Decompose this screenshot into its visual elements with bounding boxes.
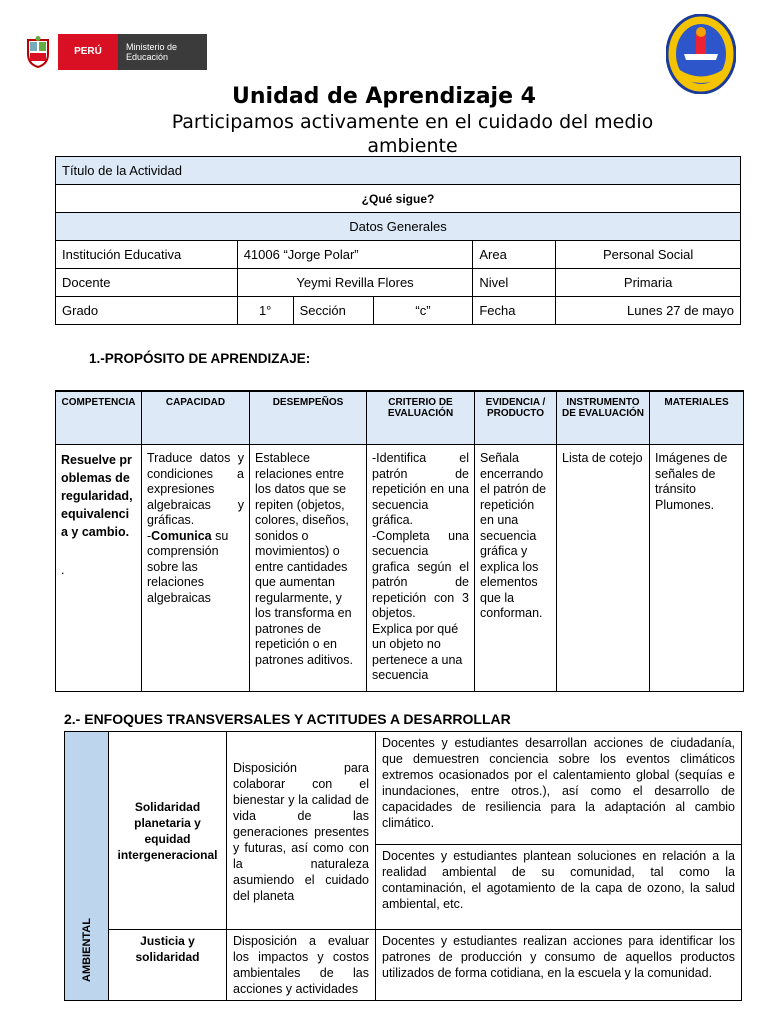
ministry-label: Ministerio de Educación <box>118 34 207 70</box>
value-action: Docentes y estudiantes realizan acciones para identificar los patrones de producción y consumo de aquellos productos utilizados de forma cotidiana, en la escuela y la comunidad. <box>376 930 742 1001</box>
institution-value: 41006 “Jorge Polar” <box>237 241 473 269</box>
column-header: EVIDENCIA / PRODUCTO <box>475 391 557 445</box>
desempenos-cell: Establece relaciones entre los datos que se repiten (objetos, colores, diseños, sonidos o movimientos) o entre cantidades que aumentan regularmente, y los transforma en patrones de repetición o en patrones aditivos. <box>250 445 367 692</box>
peru-label: PERÚ <box>58 34 118 70</box>
column-header: MATERIALES <box>650 391 744 445</box>
value-action: Docentes y estudiantes plantean soluciones en relación a la realidad ambiental de su comunidad, tal como la contaminación, el agotamiento de la capa de ozono, la salud ambiental, etc. <box>376 845 742 930</box>
institution-label: Institución Educativa <box>56 241 238 269</box>
page-title: Unidad de Aprendizaje 4 <box>232 84 536 109</box>
criterio-2: -Completa una secuencia grafica según el patrón de repetición con 3 objetos. <box>372 528 469 620</box>
date-value: Lunes 27 de mayo <box>556 297 741 325</box>
teacher-value: Yeymi Revilla Flores <box>237 269 473 297</box>
approaches-heading: 2.- ENFOQUES TRANSVERSALES Y ACTITUDES A DESARROLLAR <box>64 711 511 727</box>
criterio-1: -Identifica el patrón de repetición en una secuencia gráfica. <box>372 451 469 527</box>
capacidad-rest: su comprensión sobre las relaciones algebraicas <box>147 528 229 605</box>
section-value: “c” <box>373 297 473 325</box>
capacidad-1: Traduce datos y condiciones a expresiones algebraicas y gráficas. <box>147 451 244 527</box>
column-header: DESEMPEÑOS <box>250 391 367 445</box>
school-crest-icon <box>666 14 736 94</box>
value-action: Docentes y estudiantes desarrollan acciones de ciudadanía, que demuestren conciencia sobre los eventos climáticos extremos ocasionados por el calentamiento global (sequías e inundaciones, entre otros.), así como el desarrollo de capacidades de resiliencia para la adaptación al cambio climático. <box>376 732 742 845</box>
peru-shield-icon <box>25 36 51 68</box>
criterio-3: Explica por qué un objeto no pertenece a una secuencia <box>372 621 463 682</box>
column-header: CAPACIDAD <box>142 391 250 445</box>
grade-label: Grado <box>56 297 238 325</box>
grade-value: 1° <box>237 297 293 325</box>
evidencia-cell: Señala encerrando el patrón de repetición en una secuencia gráfica y explica los elementos que la conforman. <box>475 445 557 692</box>
competencia-text: Resuelve problemas de regularidad, equivalencia y cambio. <box>61 453 133 539</box>
area-label: Area <box>473 241 556 269</box>
purpose-heading: 1.-PROPÓSITO DE APRENDIZAJE: <box>89 351 311 366</box>
purpose-table <box>55 390 744 692</box>
page-subtitle: Participamos activamente en el cuidado del medio ambiente <box>171 111 654 157</box>
general-data-heading: Datos Generales <box>56 213 741 241</box>
ministry-logo <box>25 34 207 70</box>
level-label: Nivel <box>473 269 556 297</box>
criterio-cell <box>367 445 475 692</box>
capacidad-dash: - <box>147 528 152 543</box>
level-value: Primaria <box>556 269 741 297</box>
capacidad-2 <box>147 529 244 607</box>
capacidad-bold: Comunica <box>151 528 212 543</box>
teacher-label: Docente <box>56 269 238 297</box>
value-name: Solidaridad planetaria y equidad intergeneracional <box>109 732 227 930</box>
materiales-cell: Imágenes de señales de tránsito Plumones. <box>650 445 744 692</box>
value-disposition: Disposición a evaluar los impactos y costos ambientales de las acciones y actividades <box>227 930 376 1001</box>
category-cell: AMBIENTAL <box>65 732 109 1001</box>
capacidad-cell <box>142 445 250 692</box>
activity-title: ¿Qué sigue? <box>56 185 741 213</box>
column-header: CRITERIO DE EVALUACIÓN <box>367 391 475 445</box>
column-header: INSTRUMENTO DE EVALUACIÓN <box>557 391 650 445</box>
area-value: Personal Social <box>556 241 741 269</box>
instrumento-cell: Lista de cotejo <box>557 445 650 692</box>
column-header: COMPETENCIA <box>56 391 142 445</box>
value-name: Justicia y solidaridad <box>109 930 227 1001</box>
approaches-table <box>64 731 742 1001</box>
competencia-cell <box>56 445 142 692</box>
competencia-dot: . <box>61 563 65 577</box>
date-label: Fecha <box>473 297 556 325</box>
activity-title-label: Título de la Actividad <box>56 157 741 185</box>
section-label: Sección <box>293 297 373 325</box>
value-disposition: Disposición para colaborar con el bienestar y la calidad de vida de las generaciones presentes y futuras, así como con la naturaleza asumiendo el cuidado del planeta <box>227 732 376 930</box>
general-data-table <box>55 156 741 325</box>
